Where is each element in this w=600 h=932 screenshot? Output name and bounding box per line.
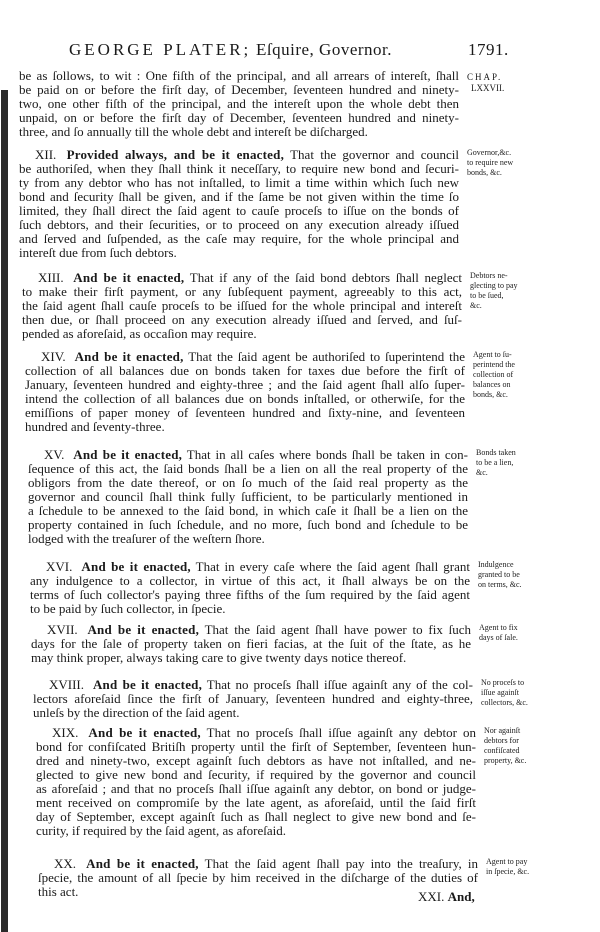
section-text: That in every caſe where the ſaid agent ſhall grant bbox=[195, 559, 471, 574]
margin-note-line: to require new bbox=[467, 158, 514, 167]
margin-note-line: &c. bbox=[476, 468, 488, 477]
section-text: That the ſaid agent ſhall have power to fix ſuch bbox=[204, 622, 472, 637]
text-line: hundred and ſeventy-three. bbox=[25, 419, 165, 434]
margin-note-line: Agent to fix bbox=[479, 623, 518, 632]
margin-note-line: to be ſued, bbox=[470, 291, 504, 300]
enacting-clause: And be it enacted, bbox=[88, 725, 201, 740]
enacting-clause: And be it enacted, bbox=[81, 559, 191, 574]
text-line: dred and ninety-two, except againſt ſuch debtors as have not inſtalled, and ne- bbox=[36, 753, 476, 768]
section-first-line bbox=[49, 677, 473, 692]
margin-note-line: in ſpecie, &c. bbox=[486, 867, 530, 876]
text-line: two, one other fiſth of the principal, and the intereſt upon the whole debt then bbox=[19, 96, 459, 111]
margin-note-line: glecting to pay bbox=[470, 281, 518, 290]
section-number: XIII. bbox=[38, 270, 64, 285]
section-number: XV. bbox=[44, 447, 65, 462]
text-line: lodged with the treaſurer of the weſtern ſhore. bbox=[28, 531, 265, 546]
text-line: any indulgence to a collector, in virtue of this act, it ſhall always be on the bbox=[30, 573, 470, 588]
chapter-number: LXXVII. bbox=[471, 83, 505, 93]
section-number: XIX. bbox=[52, 725, 79, 740]
running-head bbox=[69, 40, 392, 60]
text-line: and ſerved and ſuſpended, as the caſe may require, for the whole principal and bbox=[19, 231, 459, 246]
text-line: limited, they ſhall direct the ſaid agent to cauſe proceſs to iſſue on the bonds of bbox=[19, 203, 459, 218]
text-line: be authoriſed, when they ſhall think it neceſſary, to require new bond and ſecuri- bbox=[19, 161, 459, 176]
text-line: ty from any debtor who has not inſtalled, to limit a time within which ſuch new bbox=[19, 175, 459, 190]
enacting-clause: And be it enacted, bbox=[87, 622, 200, 637]
section-text: That if any of the ſaid bond debtors ſhall neglect bbox=[189, 270, 462, 285]
enacting-clause: Provided always, and be it enacted, bbox=[66, 147, 285, 162]
margin-note-line: on terms, &c. bbox=[478, 580, 522, 589]
catchword-word: And, bbox=[447, 889, 475, 904]
text-line: curity, if required by the ſaid agent, as aforeſaid. bbox=[36, 823, 287, 838]
section-first-line bbox=[54, 856, 478, 871]
section-text: That the ſaid agent be authoriſed to ſuperintend the bbox=[188, 349, 465, 364]
catchword-number: XXI. bbox=[418, 889, 445, 904]
section-text: That the governor and council bbox=[290, 147, 460, 162]
enacting-clause: And be it enacted, bbox=[86, 856, 199, 871]
text-line: ſequence of this act, the ſaid bonds ſhall be a lien on all the real property of the bbox=[28, 461, 468, 476]
scan-edge-shadow bbox=[1, 90, 8, 932]
chapter-label: CHAP. bbox=[467, 72, 503, 82]
text-line: January, ſeventeen hundred and eighty-three ; and the ſaid agent ſhall alſo ſuper- bbox=[25, 377, 465, 392]
section-first-line bbox=[52, 725, 476, 740]
section-text: That in all caſes where bonds ſhall be taken in con- bbox=[186, 447, 469, 462]
section-number: XX. bbox=[54, 856, 77, 871]
margin-note-line: property, &c. bbox=[484, 756, 527, 765]
margin-note-line: Governor,&c. bbox=[467, 148, 512, 157]
catchword bbox=[418, 889, 475, 905]
section-number: XVIII. bbox=[49, 677, 85, 692]
margin-note-line: collection of bbox=[473, 370, 514, 379]
text-line: collection of all balances due on bonds taken for taxes due before the firſt of bbox=[25, 363, 465, 378]
margin-note-line: Agent to pay bbox=[486, 857, 528, 866]
margin-note-line: granted to be bbox=[478, 570, 520, 579]
text-line: be as ſollows, to wit : One fiſth of the principal, and all arrears of intereſt, ſhall bbox=[19, 68, 459, 83]
enacting-clause: And be it enacted, bbox=[92, 677, 203, 692]
section-first-line bbox=[38, 270, 462, 285]
text-line: bond and ſecurity ſhall be given, and if the ſame be not given within the time ſo bbox=[19, 189, 459, 204]
text-line: ſuch debtors, and their ſecurities, or to proceed on any execution already iſſued bbox=[19, 217, 459, 232]
text-line: to make their firſt payment, or any ſubſequent payment, agreeably to this act, bbox=[22, 284, 462, 299]
text-line: ment received on compromiſe by the late agent, as aforeſaid, until the ſaid firſt bbox=[36, 795, 476, 810]
text-line: unleſs by the direction of the ſaid agent. bbox=[33, 705, 240, 720]
section-number: XVI. bbox=[46, 559, 73, 574]
section-first-line bbox=[35, 147, 459, 162]
text-line: pended as aforeſaid, as occaſion may require. bbox=[22, 326, 257, 341]
text-line: obligors from the date thereof, or on ſo much of the ſaid real property as the bbox=[28, 475, 468, 490]
text-line: to be paid by ſuch collector, in ſpecie. bbox=[30, 601, 226, 616]
enacting-clause: And be it enacted, bbox=[73, 270, 185, 285]
text-line: days for the ſale of property taken on fieri facias, at the ſuit of the ſtate, as he bbox=[31, 636, 471, 651]
margin-note-line: debtors for bbox=[484, 736, 519, 745]
text-line: a ſchedule to be annexed to the ſaid bond, in which caſe it ſhall be a lien on the bbox=[28, 503, 468, 518]
text-line: as aforeſaid ; and that no proceſs ſhall iſſue againſt any debtor, on bond or judge- bbox=[36, 781, 476, 796]
text-line: lectors aforeſaid ſince the firſt of January, ſeventeen hundred and eighty-three, bbox=[33, 691, 473, 706]
enacting-clause: And be it enacted, bbox=[73, 447, 183, 462]
section-number: XIV. bbox=[41, 349, 66, 364]
margin-note-line: iſſue againſt bbox=[481, 688, 519, 697]
margin-note-line: &c. bbox=[470, 301, 482, 310]
margin-note-line: bonds, &c. bbox=[473, 390, 508, 399]
text-line: be paid on or before the firſt day, of December, ſeventeen hundred and ninety- bbox=[19, 82, 459, 97]
text-line: bond for confiſcated Britiſh property until the firſt of September, ſeventeen hun- bbox=[36, 739, 476, 754]
text-line: intend the collection of all balances due on bonds inſtalled, or otherwiſe, for the bbox=[25, 391, 465, 406]
text-line: may think proper, always taking care to give twenty days notice thereof. bbox=[31, 650, 407, 665]
margin-note-line: to be a lien, bbox=[476, 458, 514, 467]
section-text: That the ſaid agent ſhall pay into the treaſury, in bbox=[204, 856, 479, 871]
text-line: governor and council ſhall think fully ſufficient, to be particularly mentioned in bbox=[28, 489, 468, 504]
text-line: glected to give new bond and ſecurity, if required by the governor and council bbox=[36, 767, 476, 782]
text-line: three, and ſo annually till the whole debt and intereſt be diſcharged. bbox=[19, 124, 368, 139]
text-line: the ſaid agent ſhall cauſe proceſs to be iſſued for the whole principal and intereſt bbox=[22, 298, 462, 313]
margin-note-line: Nor againſt bbox=[484, 726, 521, 735]
margin-note-line: confiſcated bbox=[484, 746, 520, 755]
text-line: emiſſions of paper money of ſeventeen hundred and ſixty-nine, and ſeventeen bbox=[25, 405, 465, 420]
margin-note-line: No proceſs to bbox=[481, 678, 525, 687]
enacting-clause: And be it enacted, bbox=[74, 349, 184, 364]
text-line: intereſt due from ſuch debtors. bbox=[19, 245, 177, 260]
margin-note-line: Indulgence bbox=[478, 560, 514, 569]
text-line: then due, or ſhall proceed on any execution already iſſued and ſerved, and ſuſ- bbox=[22, 312, 462, 327]
margin-note-line: bonds, &c. bbox=[467, 168, 502, 177]
margin-note-line: Debtors ne- bbox=[470, 271, 508, 280]
governor-name: GEORGE PLATER; bbox=[69, 40, 252, 59]
section-first-line bbox=[41, 349, 465, 364]
section-first-line bbox=[47, 622, 471, 637]
margin-note-line: balances on bbox=[473, 380, 511, 389]
text-line: day of September, except againſt ſuch as ſhall neglect to give new bond and ſe- bbox=[36, 809, 476, 824]
margin-note-line: days of ſale. bbox=[479, 633, 518, 642]
margin-note-line: collectors, &c. bbox=[481, 698, 528, 707]
section-number: XVII. bbox=[47, 622, 78, 637]
margin-note-line: Bonds taken bbox=[476, 448, 516, 457]
text-line: ſpecie, the amount of all ſpecie by him received in the diſcharge of the duties of bbox=[38, 870, 478, 885]
section-number: XII. bbox=[35, 147, 57, 162]
margin-note-line: Agent to ſu- bbox=[473, 350, 512, 359]
governor-title: Eſquire, Governor. bbox=[256, 40, 392, 59]
section-text: That no proceſs ſhall iſſue againſt any debtor on bbox=[206, 725, 477, 740]
margin-note-line: perintend the bbox=[473, 360, 515, 369]
text-line: this act. bbox=[38, 884, 79, 899]
text-line: property contained in ſuch ſchedule, and no more, ſuch bond and ſchedule to be bbox=[28, 517, 468, 532]
section-text: That no proceſs ſhall iſſue againſt any of the col- bbox=[206, 677, 473, 692]
page-year: 1791. bbox=[468, 40, 509, 59]
section-first-line bbox=[44, 447, 468, 462]
text-line: unpaid, on or before the firſt day of December, ſeventeen hundred and ninety- bbox=[19, 110, 459, 125]
section-first-line bbox=[46, 559, 470, 574]
text-line: terms of ſuch collector's paying three fifths of the ſum required by the ſaid agent bbox=[30, 587, 470, 602]
